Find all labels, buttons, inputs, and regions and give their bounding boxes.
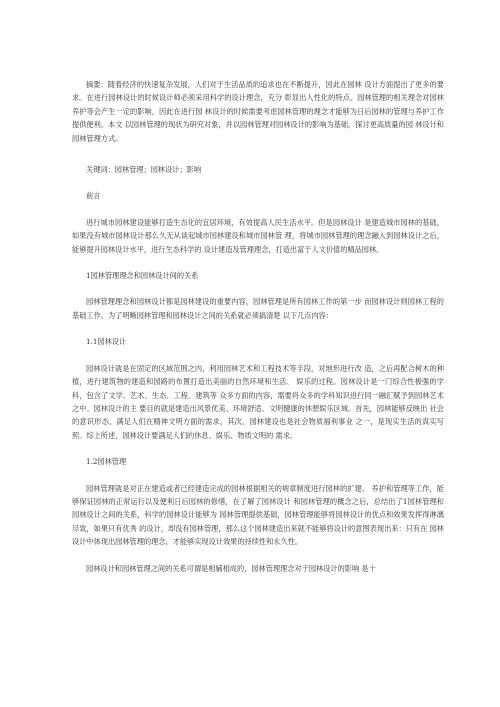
subsection-1-1-heading: 1.1园林设计 (86, 337, 127, 347)
keywords-line: 关键词：园林管理；园林设计；影响 (86, 165, 202, 175)
subsection-1-2-paragraph: 园林管理就是对正在建造或者已经建造完成的园林根据相关的规章制度进行园林的扩建、 养护和管理等工作，能够保证园林的正常运行以及便利日后园林的修缮，在了解了园林设计 和园林管理的概念之后，总结出了1园林管理和园林设计之间的关系，科学的园林设计能够为 园林管理提供基础，园林管理能够将园林设计的优点和效果发挥得淋漓尽致，如果只有优秀 的设计，却没有园林管理，那么这个园林建造出来就不能够将设计的意图表现出来：只有在 园林设计中体现出园林管理的理念，才能够实现设计效果的持续性和永久性。 (72, 483, 444, 547)
subsection-1-1-paragraph: 园林设计就是在固定的区域范围之内，利用园林艺术和工程技术等手段，对地形进行改 造，之后再配合树木的种植，进行建筑物的建造和园路的布置打造出美丽的自然环境和生活、 娱乐的过程。园林设计是一门综合性极强的学科，包含了文学、艺术、生态、工程、建筑等 众多方面的内容，需要将众多的学科知识进行同一融汇赋予到园林艺术之中。园林设计的主 要目的就是建造出风景优美、环境舒适、文明健康的休憩娱乐区域。首先，园林能够反映出 社会的意识形态，满足人们在精神文明方面的需求，其次，园林建设也是社会物质福利事业 之一，是现实生活的真实写照。综上所述，园林设计要满足人们的休息、娱乐、物质文明的 需求。 (72, 363, 444, 440)
section-1-heading: 1园林管理理念和园林设计间的关系 (86, 271, 199, 281)
closing-paragraph: 园林设计和园林管理之间的关系可谓是相辅相成的，园林管理理念对于园林设计的影响 是十 (86, 563, 376, 573)
preface-paragraph: 进行城市园林建设能够打造生态化的宜居环境，有效提高人民生活水平。但是园林设计 是建造城市园林的基础，如果没有城市园林设计那么久无从谈起城市园林建设和城市园林管 理，将城市园林管理的理念融入到园林设计之后，能够提升园林设计水平，进行生态科学的 设计建造及管理理念，打造出富于人文价值的精品园林。 (72, 217, 444, 254)
abstract-paragraph: 摘要：随着经济的快速复杂发展，人们对于生活品质的追求也在不断提升，因此在园林 设计方面提出了更多的要求。在进行园林设计的时候设计师必须采用科学的设计理念，充分 彰显出人性化的特点。园林管理的相关理念对园林养护等会产生一定的影响，因此在进行园 林设计的时候需要考虑园林管理的理念才能够为日后园林的管理与养护工作提供便利。本文 以园林管理的现状为研究对象，并以园林管理对园林设计的影响为基础，探讨更高质量的园 林设计和园林管理方式。 (72, 80, 444, 143)
subsection-1-2-heading: 1.2园林管理 (86, 457, 127, 467)
section-1-paragraph: 园林管理理念和园林设计都是园林建设的重要内容，园林管理是所有园林工作的第一步 而园林设计则园林工程的基础工作。为了明晰园林管理和园林设计之间的关系就必须搞清楚 以下几点内容： (72, 297, 444, 320)
preface-heading: 前言 (86, 191, 101, 201)
